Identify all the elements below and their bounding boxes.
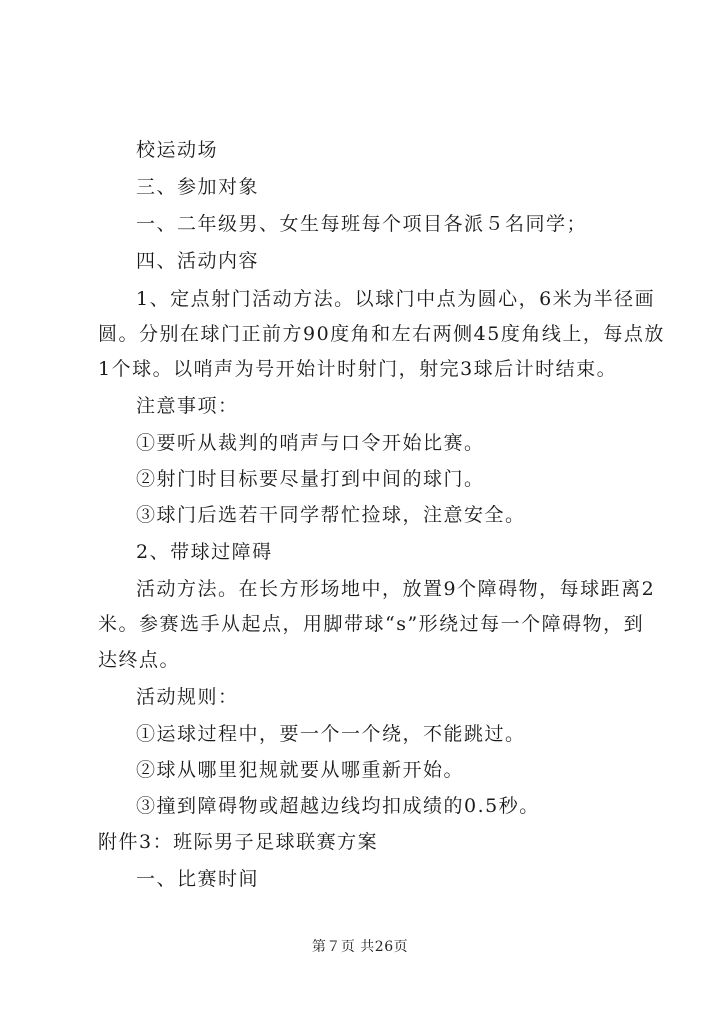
paragraph-line: 1个球。以哨声为号开始计时射门，射完3球后计时结束。: [98, 358, 618, 380]
section-heading: 四、活动内容: [136, 250, 260, 272]
list-item: ③球门后选若干同学帮忙捡球，注意安全。: [136, 504, 526, 526]
list-item: ②球从哪里犯规就要从哪重新开始。: [136, 759, 465, 781]
subheading: 注意事项：: [136, 395, 239, 417]
text-line: 校运动场: [136, 139, 219, 161]
list-item: ①要听从裁判的哨声与口令开始比赛。: [136, 432, 485, 454]
paragraph-line: 1、定点射门活动方法。以球门中点为圆心，6米为半径画: [136, 288, 656, 310]
paragraph-line: 米。参赛选手从起点，用脚带球“s”形绕过每一个障碍物，到: [98, 613, 645, 635]
list-item: ③撞到障碍物或超越边线均扣成绩的0.5秒。: [136, 795, 540, 817]
subheading: 活动规则：: [136, 686, 239, 708]
paragraph-line: 圆。分别在球门正前方90度角和左右两侧45度角线上，每点放: [98, 323, 665, 345]
paragraph-line: 活动方法。在长方形场地中，放置9个障碍物，每球距离2: [136, 578, 656, 600]
text-line: 一、二年级男、女生每班每个项目各派５名同学；: [136, 213, 588, 235]
section-heading: 附件3：班际男子足球联赛方案: [98, 831, 379, 853]
section-heading: 三、参加对象: [136, 176, 260, 198]
paragraph-line: 达终点。: [98, 649, 181, 671]
page-number-footer: 第７页 共26页: [311, 939, 409, 955]
section-heading: 2、带球过障碍: [136, 541, 273, 563]
section-heading: 一、比赛时间: [136, 868, 260, 890]
list-item: ①运球过程中，要一个一个绕，不能跳过。: [136, 723, 526, 745]
list-item: ②射门时目标要尽量打到中间的球门。: [136, 468, 485, 490]
